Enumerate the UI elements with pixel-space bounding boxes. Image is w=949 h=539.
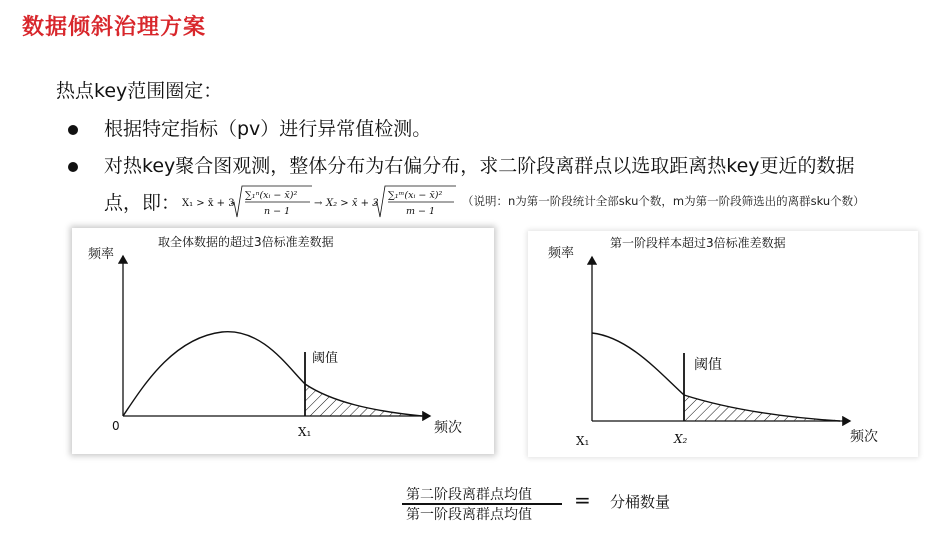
bullet-dot-icon xyxy=(68,125,78,135)
origin-label: 0 xyxy=(112,419,120,433)
formula-sum-1: ∑₁ⁿ(xᵢ − x̄)² xyxy=(245,190,298,201)
chart-title: 取全体数据的超过3倍标准差数据 xyxy=(158,235,334,249)
distribution-chart-1 xyxy=(72,228,494,454)
outlier-tail-region xyxy=(305,384,420,416)
distribution-curve xyxy=(123,332,422,416)
x-axis-label: 频次 xyxy=(434,420,462,436)
y-axis-label: 频率 xyxy=(548,246,575,261)
slide-title: 数据倾斜治理方案 xyxy=(22,15,207,40)
equals-sign: = xyxy=(574,488,591,512)
fraction-denominator: 第一阶段离群点均值 xyxy=(406,507,532,523)
distribution-chart-2 xyxy=(528,231,918,457)
formula-lhs-1: X₁ > x̄ + 3 xyxy=(182,198,235,209)
threshold-label: 阈值 xyxy=(694,357,722,373)
x-axis-label: 频次 xyxy=(850,429,878,445)
fraction-numerator: 第二阶段离群点均值 xyxy=(406,487,532,503)
x-marker-label: X₁ xyxy=(298,425,312,439)
chart-card-all-data xyxy=(72,228,494,454)
formula-note: （说明：n为第一阶段统计全部sku个数，m为第一阶段筛选出的离群sku个数） xyxy=(462,194,865,208)
bullet-text: 根据特定指标（pv）进行异常值检测。 xyxy=(104,118,432,140)
equation-result: 分桶数量 xyxy=(610,493,671,511)
threshold-label: 阈值 xyxy=(312,351,339,366)
formula-den-1: n − 1 xyxy=(264,206,291,217)
section-heading: 热点key范围圈定： xyxy=(56,80,223,102)
y-axis-label: 频率 xyxy=(88,247,115,262)
x-marker-label: X₂ xyxy=(674,432,688,446)
bullet-dot-icon xyxy=(68,162,78,172)
x-left-marker-label: X₁ xyxy=(576,434,590,448)
outlier-tail-region xyxy=(684,395,838,421)
formula-sum-2: ∑₁ᵐ(xᵢ − x̄)² xyxy=(388,190,443,201)
chart-title: 第一阶段样本超过3倍标准差数据 xyxy=(610,236,786,250)
bullet-continuation: 点，即： xyxy=(104,192,181,214)
bullet-text: 对热key聚合图观测，整体分布为右偏分布，求二阶段离群点以选取距离热key更近的数据 xyxy=(104,155,855,177)
formula-arrow: → xyxy=(314,198,323,209)
outlier-formula xyxy=(174,184,464,220)
bucket-count-equation xyxy=(398,484,698,524)
formula-den-2: m − 1 xyxy=(406,206,436,217)
chart-card-stage-one xyxy=(528,231,918,457)
formula-lhs-2: X₂ > x̄ + 3 xyxy=(326,198,379,209)
